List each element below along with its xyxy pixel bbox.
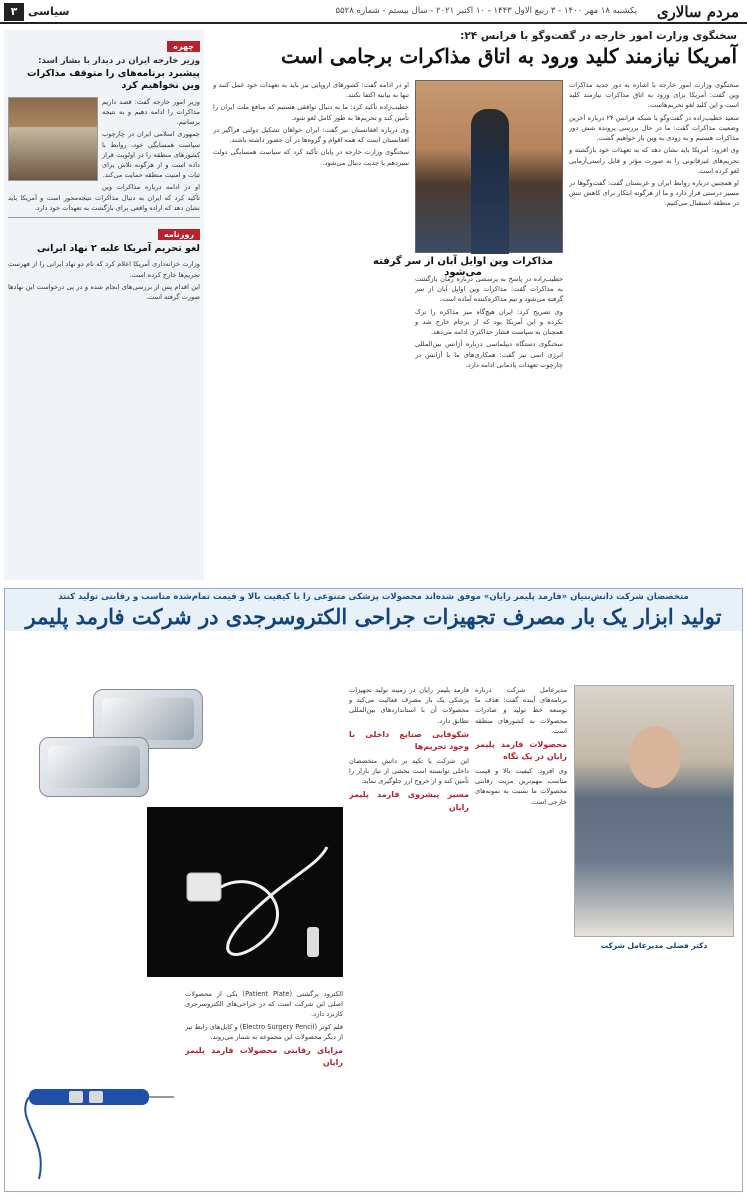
ad-subhead: مزایای رقابتی محصولات فارمد پلیمر رایان: [185, 1046, 343, 1068]
article-paragraph: وی افزود: آمریکا باید نشان دهد که به تعهدات خود بازگشته و تحریم‌های غیرقانونی را به صورت مؤثر و قابل راستی‌آزمایی لغو کرده است.: [569, 146, 739, 175]
newspaper-logo: مردم سالاری: [656, 3, 739, 21]
article-paragraph: سخنگوی دستگاه دیپلماسی درباره آژانس بین‌المللی انرژی اتمی نیز گفت: همکاری‌های ما با آژانس در چارچوب تعهدات پادمانی ادامه دارد.: [415, 340, 563, 369]
article-column-left: [213, 80, 409, 575]
ceo-caption: دکتر فضلی مدیرعامل شرکت: [600, 941, 708, 950]
sidebar-paragraph: جمهوری اسلامی ایران در چارچوب سیاست همسایگی خود، روابط با کشورهای منطقه را در اولویت قرار داده است و از هرگونه تلاش برای ثبات و امنیت منطقه حمایت می‌کند.: [102, 130, 200, 180]
advertorial-header: [5, 589, 742, 631]
cable-image: [147, 807, 343, 977]
article-paragraph: سخنگوی وزارت امور خارجه با اشاره به دور جدید مذاکرات وین گفت: آمریکا برای ورود به اتاق مذاکرات نیازمند کلید است و این کلید لغو تحریم‌هاست.: [569, 81, 739, 110]
dateline: یکشنبه ۱۸ مهر ۱۴۰۰ - ۳ ربیع الاول ۱۴۴۳ - ۱۰ اکتبر ۲۰۲۱ - سال بیستم - شماره ۵۵۲۸: [335, 6, 637, 16]
sidebar-tag-2: روز‌نامه: [158, 229, 200, 240]
meeting-photo: [8, 97, 98, 181]
pencil-drawing: [9, 1019, 179, 1189]
article-paragraph: خطیب‌زاده در پاسخ به پرسشی درباره زمان بازگشت به مذاکرات گفت: مذاکرات وین اوایل آبان از سر گرفته می‌شود و تیم مذاکره‌کننده آماده است.: [415, 275, 563, 304]
article-paragraph: وی تصریح کرد: ایران هیچ‌گاه میز مذاکره را ترک نکرده و این آمریکا بود که از برجام خارج شد و همچنان به سیاست فشار حداکثری ادامه می‌دهد.: [415, 307, 563, 337]
sidebar-headline-2[interactable]: لغو تحریم آمریکا علیه ۲ نهاد ایرانی: [36, 243, 200, 255]
masthead: [0, 0, 747, 24]
main-article: [208, 30, 743, 580]
ad-paragraph: الکترود برگشتی (Patient Plate) یکی از محصولات اصلی این شرکت است که در جراحی‌های الکتروسرجری کاربرد دارد.: [185, 990, 343, 1019]
article-column-right: [569, 80, 739, 575]
article-paragraph: او در ادامه گفت: کشورهای اروپایی نیز باید به تعهدات خود عمل کنند و تنها به بیانیه اکتفا نکنند.: [213, 81, 409, 100]
ad-paragraph: قلم کوتر (Electro Surgery Pencil) و کابل‌های رابط نیز از دیگر محصولات این مجموعه به شمار می‌روند.: [185, 1022, 343, 1041]
article-paragraph: او همچنین درباره روابط ایران و عربستان گفت: گفت‌وگوها در مسیر درستی قرار دارد و ما از هرگونه ابتکار برای کاهش تنش در منطقه استقبال می‌کنیم.: [569, 178, 739, 208]
pencil-image: [9, 1019, 179, 1189]
sidebar-paragraph: این اقدام پس از بررسی‌های انجام شده و در پی درخواست این نهادها صورت گرفته است.: [8, 282, 200, 302]
ad-paragraph: فارمد پلیمر رایان در زمینه تولید تجهیزات پزشکی یک بار مصرف فعالیت می‌کند و محصولات آن با استانداردهای بین‌المللی تطابق دارد.: [349, 686, 469, 725]
sidebar-body-2: [8, 259, 200, 302]
advertorial-column-c: [475, 685, 567, 1185]
ad-paragraph: این شرکت با تکیه بر دانش متخصصان داخلی توانسته است بخشی از نیاز بازار را تأمین کند و از خروج ارز جلوگیری نماید.: [349, 756, 469, 786]
article-column-middle: [415, 274, 563, 574]
ceo-photo: [574, 685, 734, 937]
advertorial-headline[interactable]: تولید ابزار یک بار مصرف تجهیزات جراحی الکتروسرجدی در شرکت فارمد پلیمر: [25, 604, 722, 629]
advertorial-column-b: [185, 989, 343, 1185]
spokesman-photo: [415, 80, 563, 253]
sidebar-tag: چهره: [167, 41, 200, 52]
section-name: سیاسی: [28, 5, 70, 18]
page-number: ۳: [4, 3, 24, 21]
article-paragraph: سعید خطیب‌زاده در گفت‌وگو با شبکه فرانس ۲۴ درباره آخرین وضعیت مذاکرات گفت: ما در حال بررسی پرونده شش دور مذاکرات هستیم و به زودی به وین باز خواهیم گشت.: [569, 113, 739, 143]
sidebar-paragraph: او در ادامه درباره مذاکرات وین تأکید کرد که ایران به دنبال مذاکرات نتیجه‌محور است و آمریکا باید نشان دهد که اراده واقعی برای بازگشت به تعهدات خود دارد.: [8, 183, 200, 212]
advertorial-column-a: [349, 685, 469, 1185]
ad-subhead: محصولات فارمد پلیمر رایان در یک نگاه: [475, 740, 567, 762]
advertorial: [4, 588, 743, 1192]
main-headline[interactable]: آمریکا نیازمند کلید ورود به اتاق مذاکرات برجامی است: [281, 44, 737, 68]
advertorial-intro: متخصصان شرکت دانش‌بنیان «فارمد پلیمر رایان» موفق شده‌اند محصولات پزشکی متنوعی را با کیفیت بالا و قیمت تمام‌شده مناسب و رقابتی تولید کنند: [58, 592, 689, 602]
sidebar-paragraph: وزارت خزانه‌داری آمریکا اعلام کرد که نام دو نهاد ایرانی را از فهرست تحریم‌ها خارج کرده است.: [8, 260, 200, 279]
ad-paragraph: مدیرعامل شرکت درباره برنامه‌های آینده گفت: هدف ما توسعه خط تولید و صادرات محصولات به کشورهای منطقه است.: [475, 686, 567, 735]
ad-subhead: شکوفایی صنایع داخلی با وجود تحریم‌ها: [349, 729, 469, 752]
article-paragraph: وی درباره افغانستان نیز گفت: ایران خواهان تشکیل دولتی فراگیر در افغانستان است که همه اقوام و گروه‌ها در آن حضور داشته باشند.: [213, 125, 409, 145]
cable-drawing: [147, 807, 343, 977]
ad-subhead: مسیر پیشروی فارمد پلیمر رایان: [349, 790, 469, 812]
sidebar-headline[interactable]: پیشبرد برنامه‌های را متوقف مذاکرات وین نخواهیم کرد: [27, 68, 200, 92]
main-kicker: سخنگوی وزارت امور خارجه در گفت‌وگو با فرانس ۲۴:: [460, 30, 737, 42]
article-paragraph: سخنگوی وزارت خارجه در پایان تأکید کرد که سیاست همسایگی دولت سیزدهم با جدیت دنبال می‌شود.: [213, 148, 409, 167]
divider: [8, 217, 200, 218]
sidebar-news: [4, 30, 204, 580]
article-paragraph: خطیب‌زاده تأکید کرد: ما به دنبال توافقی هستیم که منافع ملت ایران را تأمین کند و تحریم‌ها به طور کامل لغو شود.: [213, 103, 409, 122]
main-subhead: مذاکرات وین اوایل آبان از سر گرفته می‌شود: [373, 256, 553, 278]
sidebar-kicker: وزیر خارجه ایران در دیدار با بشار اسد:: [38, 56, 200, 66]
patient-plate-image: [39, 737, 149, 797]
ad-paragraph: وی افزود: کیفیت بالا و قیمت مناسب مهم‌ترین مزیت رقابتی محصولات ما نسبت به نمونه‌های خارجی است.: [475, 766, 567, 806]
sidebar-paragraph: وزیر امور خارجه گفت: قصد داریم مذاکرات را ادامه دهیم و به نتیجه برسانیم.: [102, 97, 200, 127]
